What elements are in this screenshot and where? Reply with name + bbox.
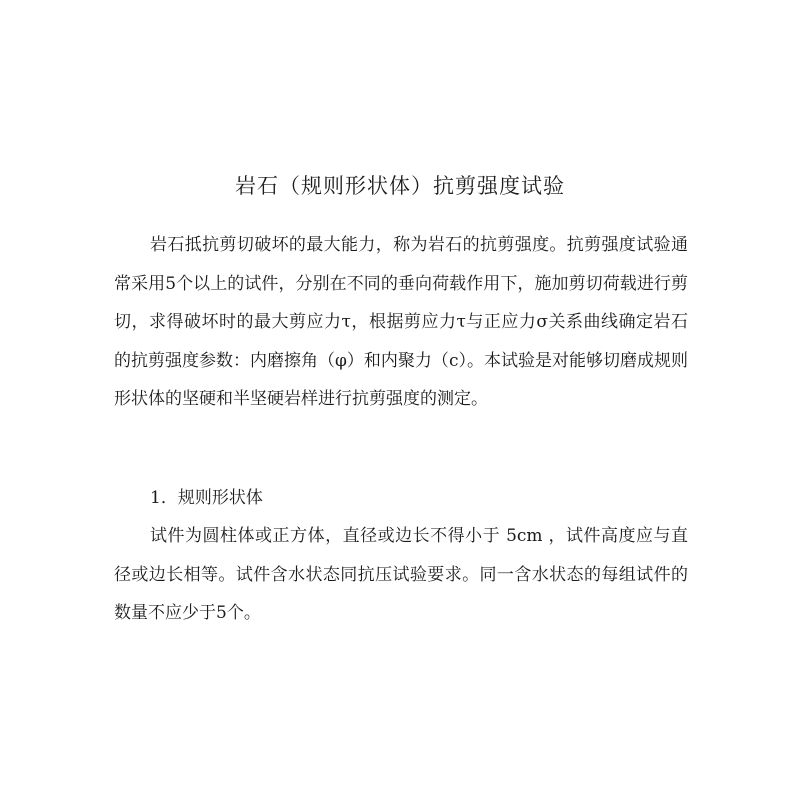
section-heading: 1．规则形状体 bbox=[150, 488, 263, 508]
document-title: 岩石（规则形状体）抗剪强度试验 bbox=[235, 174, 565, 198]
specimen-paragraph: 试件为圆柱体或正方体，直径或边长不得小于 5cm ，试件高度应与直径或边长相等。试件含水状态同抗压试验要求。同一含水状态的每组试件的数量不应少于5个。 bbox=[114, 526, 688, 623]
intro-paragraph: 岩石抵抗剪切破坏的最大能力，称为岩石的抗剪强度。抗剪强度试验通常采用5个以上的试件，分别在不同的垂向荷载作用下，施加剪切荷载进行剪切，求得破坏时的最大剪应力τ，根据剪应力τ与正应力σ关系曲线确定岩石的抗剪强度参数：内磨擦角（φ）和内聚力（c）。本试验是对能够切磨成规则形状体的坚硬和半坚硬岩样进行抗剪强度的测定。 bbox=[114, 235, 688, 409]
